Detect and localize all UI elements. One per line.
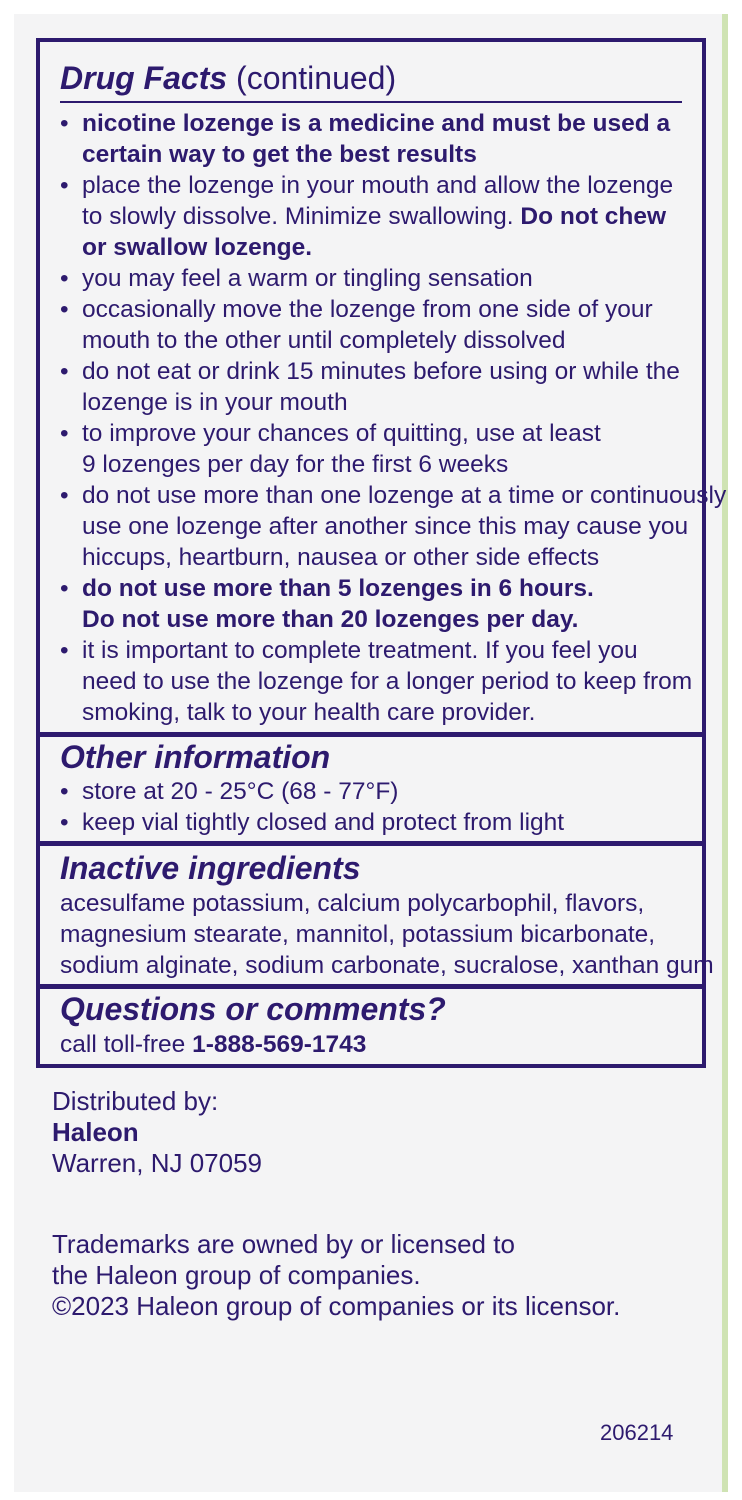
direction-line: to improve your chances of quitting, use at least — [82, 420, 601, 447]
direction-line: do not eat or drink 15 minutes before using or while the — [82, 358, 680, 385]
drug-facts-box — [36, 38, 727, 1068]
direction-line: do not use more than 5 lozenges in 6 hours. — [82, 575, 594, 602]
direction-line: to slowly dissolve. Minimize swallowing. Do not chew — [82, 203, 667, 230]
direction-line: use one lozenge after another since this may cause you — [82, 513, 689, 540]
direction-line: do not use more than one lozenge at a time or continuously — [82, 482, 727, 509]
ingredients-line: acesulfame potassium, calcium polycarbophil, flavors, — [60, 890, 645, 917]
distributor-name: Haleon — [52, 1117, 139, 1147]
bullet-dot: • — [60, 265, 69, 292]
title-rule — [60, 101, 682, 103]
bullet-dot: • — [60, 809, 69, 836]
direction-line: 9 lozenges per day for the first 6 weeks — [82, 451, 509, 478]
other-information-section — [40, 737, 702, 841]
direction-line: need to use the lozenge for a longer period to keep from — [82, 668, 693, 695]
inactive-ingredients-title: Inactive ingredients — [60, 850, 361, 886]
bullet-dot: • — [60, 110, 69, 137]
distributed-by-label: Distributed by: — [52, 1086, 219, 1116]
bullet-dot: • — [60, 172, 69, 199]
direction-line: you may feel a warm or tingling sensation — [82, 265, 533, 292]
direction-line: occasionally move the lozenge from one side of your — [82, 296, 653, 323]
info-line: keep vial tightly closed and protect from light — [82, 809, 565, 836]
direction-line: it is important to complete treatment. If you feel you — [82, 637, 638, 664]
direction-line: mouth to the other until completely dissolved — [82, 327, 566, 354]
trademark-line: Trademarks are owned by or licensed to — [52, 1229, 515, 1259]
bullet-dot: • — [60, 575, 69, 602]
direction-line: lozenge is in your mouth — [82, 389, 348, 416]
drug-facts-title: Drug Facts (continued) — [60, 60, 397, 96]
questions-title: Questions or comments? — [60, 991, 446, 1027]
bullet-dot: • — [60, 482, 69, 509]
direction-line: nicotine lozenge is a medicine and must be used a — [82, 110, 671, 137]
inactive-ingredients-section — [40, 846, 714, 984]
phone-number[interactable]: 1-888-569-1743 — [192, 1031, 367, 1058]
other-information-title: Other information — [60, 739, 331, 775]
bullet-dot: • — [60, 778, 69, 805]
ingredients-line: magnesium stearate, mannitol, potassium bicarbonate, — [60, 921, 656, 948]
direction-line: smoking, talk to your health care provider. — [82, 699, 536, 726]
trademark-line: the Haleon group of companies. — [52, 1260, 421, 1290]
bullet-dot: • — [60, 296, 69, 323]
bullet-dot: • — [60, 637, 69, 664]
questions-section — [40, 989, 702, 1068]
direction-line: Do not use more than 20 lozenges per day. — [82, 606, 579, 633]
direction-line: certain way to get the best results — [82, 141, 477, 168]
drug-facts-section — [40, 42, 727, 732]
product-code: 206214 — [600, 1420, 674, 1445]
copyright-line: ©2023 Haleon group of companies or its licensor. — [52, 1291, 621, 1321]
distributor-address: Warren, NJ 07059 — [52, 1148, 263, 1178]
direction-line: hiccups, heartburn, nausea or other side effects — [82, 544, 600, 571]
direction-line: or swallow lozenge. — [82, 234, 313, 261]
ingredients-line: sodium alginate, sodium carbonate, sucralose, xanthan gum — [60, 952, 714, 979]
bullet-dot: • — [60, 358, 69, 385]
info-line: store at 20 - 25°C (68 - 77°F) — [82, 778, 399, 805]
direction-line: place the lozenge in your mouth and allow the lozenge — [82, 172, 674, 199]
bullet-dot: • — [60, 420, 69, 447]
phone-line: call toll-free 1-888-569-1743 — [60, 1031, 367, 1058]
